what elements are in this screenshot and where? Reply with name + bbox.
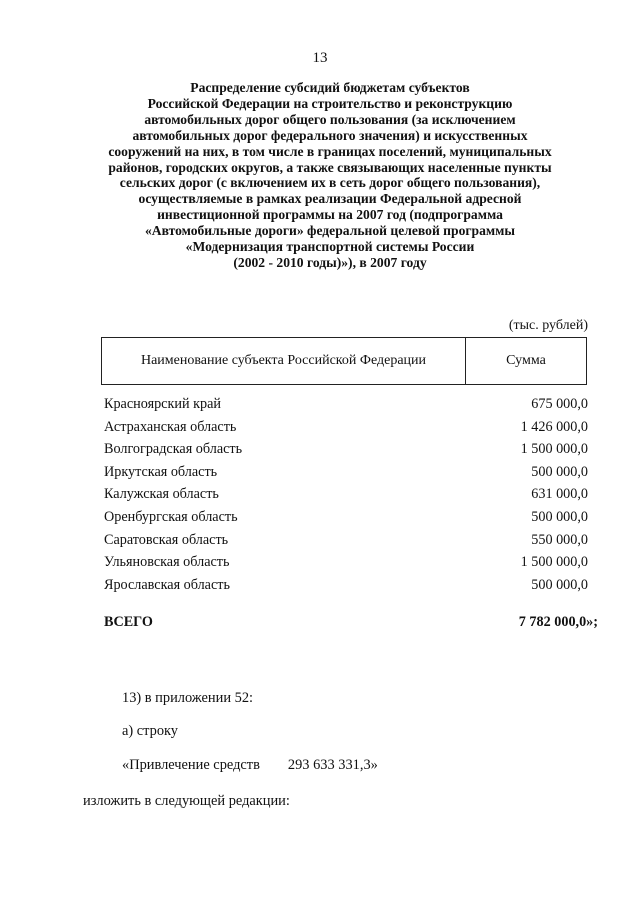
total-label: ВСЕГО: [104, 614, 153, 630]
paragraph-instruction: изложить в следующей редакции:: [83, 793, 290, 809]
table-row: [104, 486, 588, 509]
total-row: [104, 614, 598, 631]
row-name: Оренбургская область: [104, 508, 238, 525]
paragraph-line-item: а) строку: [122, 723, 179, 739]
row-amount: 1 500 000,0: [520, 554, 588, 571]
title-line: сельских дорог (с включением их в сеть дорог общего пользования),: [119, 175, 541, 191]
row-name: Красноярский край: [104, 396, 221, 412]
table-body: [104, 396, 588, 599]
title-line: Распределение субсидий бюджетам субъектов: [190, 80, 470, 95]
row-name: Ульяновская область: [104, 554, 230, 571]
row-amount: 631 000,0: [531, 486, 588, 503]
title-line: районов, городских округов, а также связывающих населенные пункты: [108, 159, 552, 175]
title-line: сооружений на них, в том числе в границах поселений, муниципальных: [108, 143, 552, 159]
table-row: [104, 396, 588, 419]
title-line: Российской Федерации на строительство и реконструкцию: [147, 95, 513, 111]
units-label: (тыс. рублей): [508, 318, 588, 333]
page-number: 13: [312, 50, 328, 66]
title-line: «Автомобильные дороги» федеральной целевой программы: [144, 223, 516, 239]
row-amount: 500 000,0: [531, 463, 588, 480]
row-amount: 675 000,0: [531, 396, 588, 412]
row-name: Саратовская область: [104, 531, 229, 548]
table-row: [104, 554, 588, 577]
title-line: автомобильных дорог федерального значения) и искусственных: [132, 127, 528, 143]
row-name: Волгоградская область: [104, 441, 243, 458]
paragraph-quoted-line: [122, 757, 378, 774]
title-line: (2002 - 2010 годы)»), в 2007 году: [233, 254, 427, 270]
table-row: [104, 577, 588, 600]
row-amount: 1 500 000,0: [520, 441, 588, 458]
row-amount: 1 426 000,0: [520, 418, 588, 435]
table-row: [104, 464, 588, 487]
title-line: «Модернизация транспортной системы России: [185, 239, 475, 255]
table-row: [104, 532, 588, 555]
table-header: [101, 337, 587, 385]
document-title: [70, 80, 590, 271]
row-name: Калужская область: [104, 486, 219, 503]
row-amount: 550 000,0: [531, 531, 588, 548]
title-line: автомобильных дорог общего пользования (за исключением: [144, 111, 516, 127]
quoted-line-label: «Привлечение средств: [122, 757, 260, 773]
row-name: Иркутская область: [104, 463, 218, 480]
row-amount: 500 000,0: [531, 508, 588, 525]
header-sum: Сумма: [506, 353, 546, 368]
total-amount: 7 782 000,0»;: [518, 614, 598, 630]
header-subject-name: Наименование субъекта Российской Федерации: [102, 338, 466, 384]
table-row: [104, 509, 588, 532]
table-row: [104, 419, 588, 442]
paragraph-appendix: 13) в приложении 52:: [122, 690, 254, 706]
quoted-line-value: 293 633 331,3»: [287, 757, 378, 773]
row-name: Ярославская область: [104, 576, 230, 593]
table-row: [104, 441, 588, 464]
row-name: Астраханская область: [104, 418, 237, 435]
row-amount: 500 000,0: [531, 576, 588, 593]
title-line: осуществляемые в рамках реализации Федеральной адресной: [138, 191, 522, 207]
title-line: инвестиционной программы на 2007 год (подпрограмма: [157, 207, 503, 223]
